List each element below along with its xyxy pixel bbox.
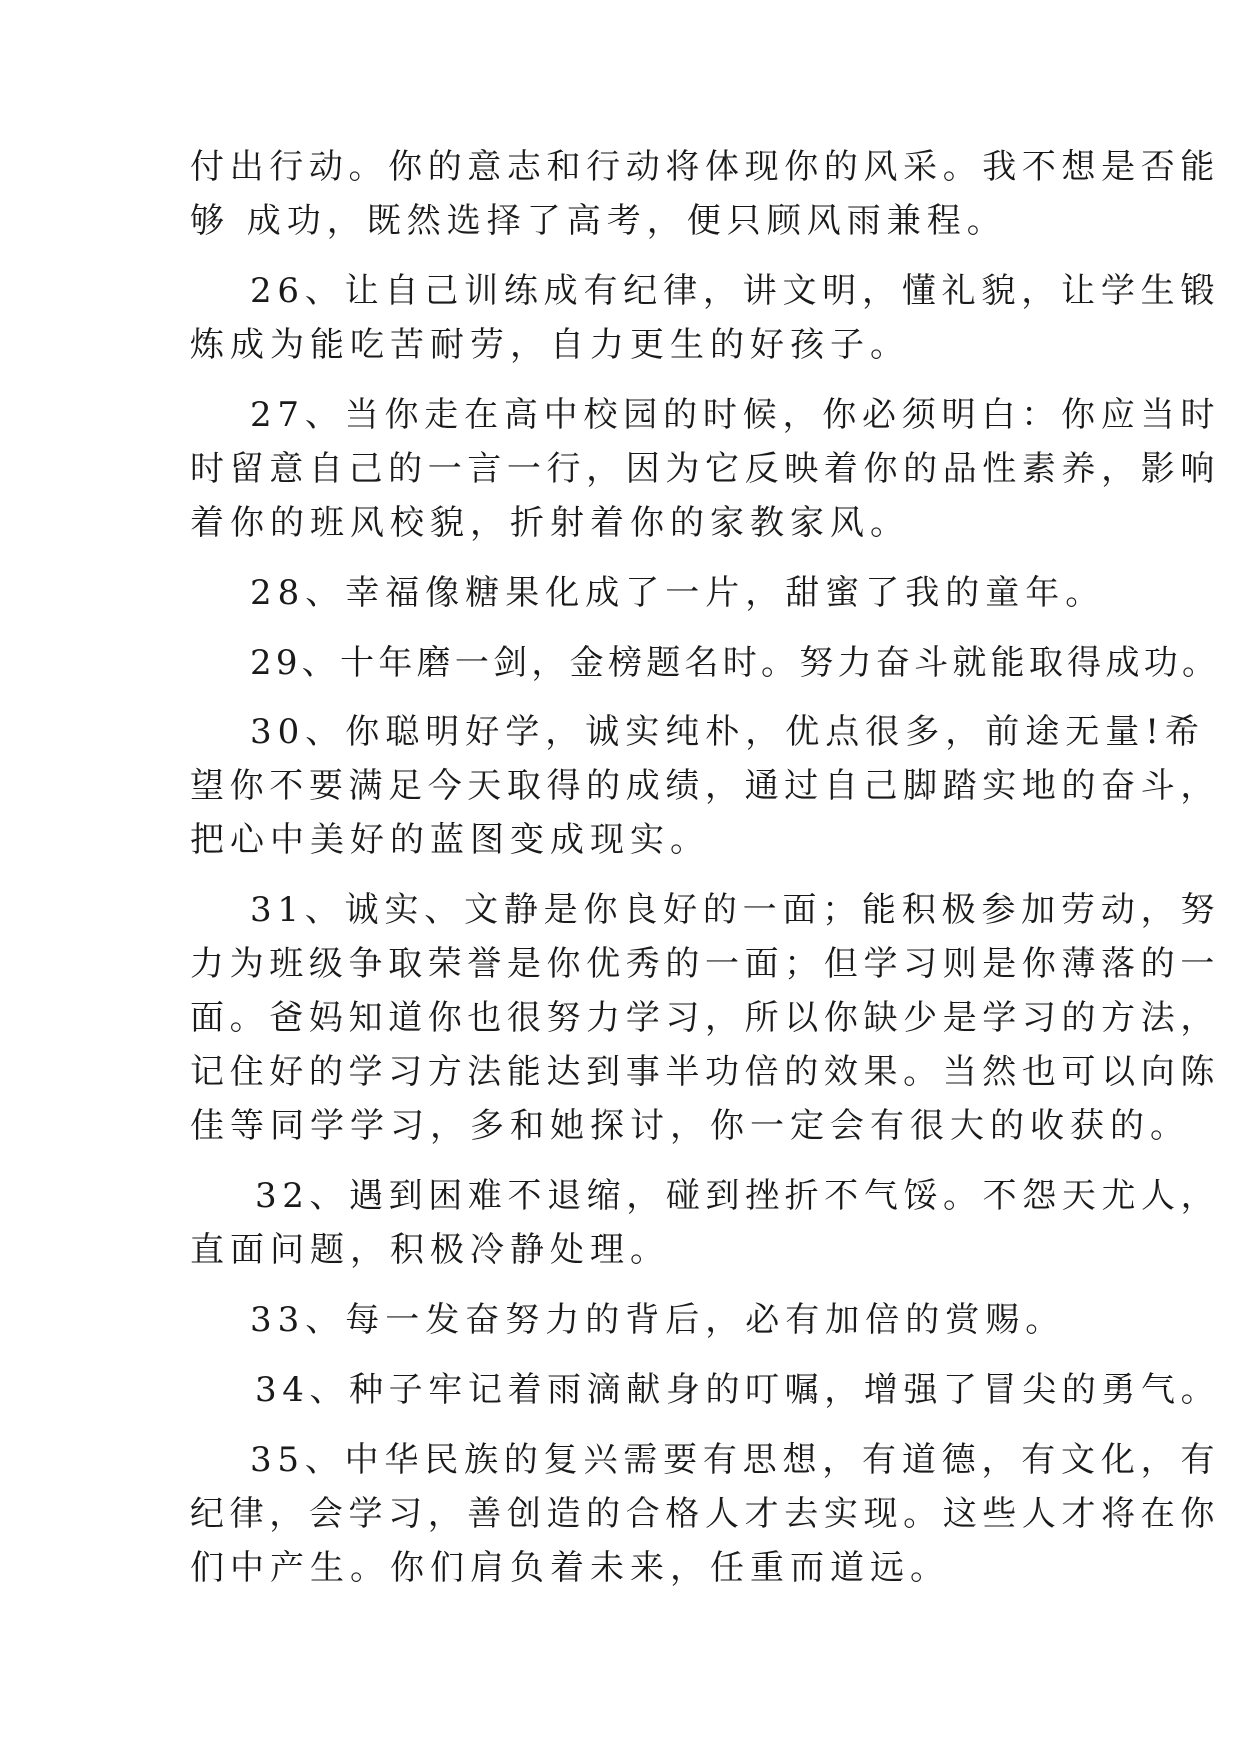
text-line: 35、中华民族的复兴需要有思想，有道德，有文化，有	[250, 1440, 1221, 1480]
text-line: 把心中美好的蓝图变成现实。	[190, 820, 710, 860]
text-line: 直面问题，积极冷静处理。	[190, 1230, 670, 1270]
text-line: 29、十年磨一剑，金榜题名时。努力奋斗就能取得成功。	[250, 643, 1221, 683]
text-line: 够 成功，既然选择了高考，便只顾风雨兼程。	[190, 201, 1007, 241]
text-line: 34、种子牢记着雨滴献身的叮嘱，增强了冒尖的勇气。	[255, 1370, 1221, 1410]
text-line: 30、你聪明好学，诚实纯朴，优点很多，前途无量!希	[250, 712, 1205, 752]
text-line: 31、诚实、文静是你良好的一面；能积极参加劳动，努	[250, 890, 1221, 930]
text-line: 佳等同学学习，多和她探讨，你一定会有很大的收获的。	[190, 1106, 1190, 1146]
text-line: 望你不要满足今天取得的成绩，通过自己脚踏实地的奋斗，	[190, 766, 1220, 806]
text-line: 26、让自己训练成有纪律，讲文明，懂礼貌，让学生锻	[250, 271, 1221, 311]
text-line: 纪律，会学习，善创造的合格人才去实现。这些人才将在你	[190, 1494, 1220, 1534]
text-line: 32、遇到困难不退缩，碰到挫折不气馁。不怨天尤人，	[255, 1176, 1221, 1216]
text-line: 28、幸福像糖果化成了一片，甜蜜了我的童年。	[250, 573, 1106, 613]
text-line: 27、当你走在高中校园的时候，你必须明白：你应当时	[250, 395, 1221, 435]
text-line: 面。爸妈知道你也很努力学习，所以你缺少是学习的方法，	[190, 998, 1220, 1038]
text-line: 力为班级争取荣誉是你优秀的一面；但学习则是你薄落的一	[190, 944, 1220, 984]
text-line: 时留意自己的一言一行，因为它反映着你的品性素养，影响	[190, 449, 1220, 489]
text-line: 付出行动。你的意志和行动将体现你的风采。我不想是否能	[190, 147, 1220, 187]
text-line: 们中产生。你们肩负着未来，任重而道远。	[190, 1548, 950, 1588]
text-line: 炼成为能吃苦耐劳，自力更生的好孩子。	[190, 325, 910, 365]
text-line: 着你的班风校貌，折射着你的家教家风。	[190, 503, 910, 543]
text-line: 33、每一发奋努力的背后，必有加倍的赏赐。	[250, 1300, 1066, 1340]
text-line: 记住好的学习方法能达到事半功倍的效果。当然也可以向陈	[190, 1052, 1220, 1092]
